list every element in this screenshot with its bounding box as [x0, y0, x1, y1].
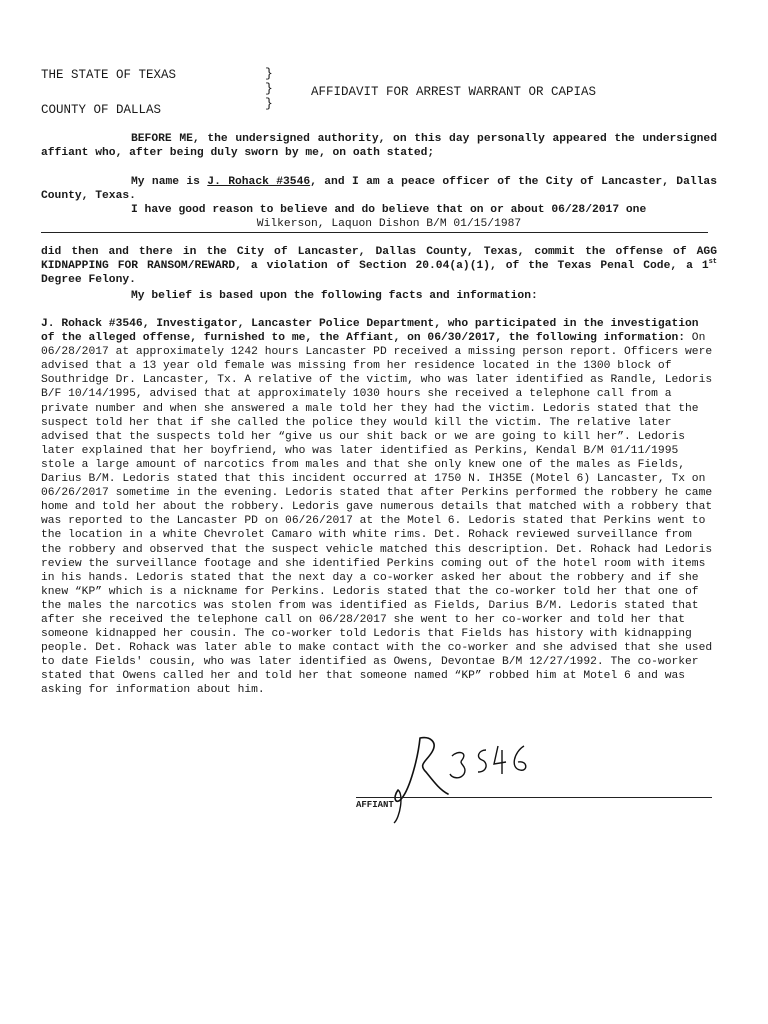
state-label: THE STATE OF TEXAS [41, 68, 177, 82]
offense-text-end: Degree Felony. [41, 274, 136, 286]
facts-body: On 06/28/2017 at approximately 1242 hours Lancaster PD received a missing person report. Officers were advised that a 13 year old female was missing from her residence located in the 1300 block of Southridge Dr. Lancaster, Tx. A relative of the victim, who was later identified as Randle, Ledoris B/F 10/14/1995, advised that at approximately 1030 hours she received a telephone call from a private number and when she answered a male told her they had the victim. Ledoris stated that the suspect told her that if she called the police they would kill the victim. The relative later advised that the suspects told her “give us our shit back or we are going to kill her”. Ledoris later explained that her boyfriend, who was later identified as Perkins, Kendal B/M 01/11/1995 stole a large amount of narcotics from males and that she only knew one of the males as Fields, Darius B/M. Ledoris stated that this incident occurred at 1750 N. IH35E (Motel 6) Lancaster, Tx on 06/26/2017 sometime in the evening. Ledoris stated that after Perkins performed the robbery he came home and told her about the robbery. Ledoris gave numerous details that matched with a robbery that was reported to the Lancaster PD on 06/26/2017 at the Motel 6. Ledoris stated that Perkins went to the location in a white Chevrolet Camaro with white rims. Det. Rohack reviewed surveillance from the robbery and observed that the suspect vehicle matched this description. Det. Rohack had Ledoris review the surveillance footage and she identified Perkins coming out of the hotel room with items in his hands. Ledoris stated that the next day a co-worker asked her about the robbery and if she knew “KP” which is a nickname for Perkins. Ledoris stated that the co-worker told her that one of the males the narcotics was stolen from was identified as Fields, Darius B/M. Ledoris stated that after she received the telephone call on 06/28/2017 she went to her co-worker and told her that someone kidnapped her cousin. The co-worker told Ledoris that Fields has history with kidnapping people. Det. Rohack was later able to make contact with the co-worker and she advised that she used to date Fields' cousin, who was later identified as Owens, Devontae B/M 12/27/1992. The co-worker stated that Owens called her and told her that someone named “KP” robbed him at Motel 6 and was asking for information about him. [41, 332, 713, 697]
caption-braces: } } } [265, 66, 273, 111]
facts-lead: J. Rohack #3546, Investigator, Lancaster Police Department, who participated in the investigation of the alleged offense, furnished to me, the Affiant, on 06/30/2017, the following information: [41, 318, 699, 345]
officer-name-paragraph [41, 175, 717, 203]
reason-paragraph [41, 203, 717, 231]
reason-line: I have good reason to believe and do believe that on or about 06/28/2017 one [131, 204, 647, 216]
facts-paragraph [41, 317, 717, 739]
name-suffix: , and I am a peace officer of the City of Lancaster, Dallas County, Texas. [41, 176, 717, 202]
document-title: AFFIDAVIT FOR ARREST WARRANT OR CAPIAS [311, 85, 597, 99]
handwritten-signature [390, 728, 540, 828]
county-label: COUNTY OF DALLAS [41, 103, 162, 117]
offense-text: did then and there in the City of Lancaster, Dallas County, Texas, commit the offense of AGG KIDNAPPING FOR RANSOM/REWARD, a violation of Section 20.04(a)(1), of the Texas Penal Code, a 1 [41, 246, 717, 272]
name-prefix: My name is [131, 176, 208, 188]
section-divider [41, 232, 708, 233]
ordinal-suffix: st [708, 258, 717, 267]
affiant-label: AFFIANT [356, 800, 394, 810]
case-caption [41, 68, 261, 117]
signature-line [356, 797, 712, 798]
suspect-name: Wilkerson, Laquon Dishon B/M 01/15/1987 [256, 218, 522, 230]
before-me-paragraph: BEFORE ME, the undersigned authority, on this day personally appeared the undersigned affiant who, after being duly sworn by me, on oath stated; [41, 133, 717, 159]
offense-paragraph [41, 245, 717, 287]
officer-name: J. Rohack #3546 [207, 176, 311, 188]
belief-line: My belief is based upon the following facts and information: [131, 290, 538, 302]
